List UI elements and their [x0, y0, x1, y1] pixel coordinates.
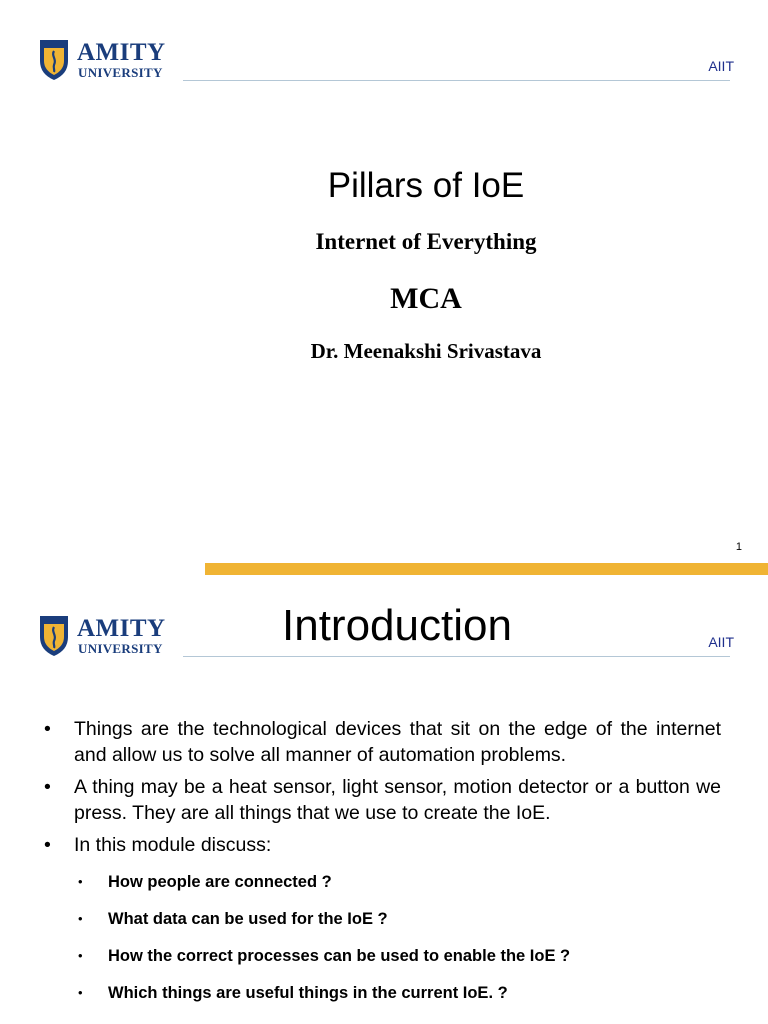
- logo-line1: AMITY: [77, 39, 166, 66]
- shield-icon: [37, 39, 71, 81]
- accent-bar: [205, 563, 768, 575]
- header-divider: [183, 80, 730, 81]
- slide-title: Introduction: [282, 601, 512, 650]
- list-item: • How the correct processes can be used to enable the IoE ?: [78, 947, 571, 965]
- slide-subtitle: Internet of Everything: [315, 229, 537, 254]
- logo-line1: AMITY: [77, 615, 166, 642]
- header-divider: [183, 656, 730, 657]
- list-item: • Things are the technological devices that sit on the edge of the internet and allow us to solve all manner of automation problems.: [44, 718, 721, 766]
- bullet-list: [44, 716, 721, 864]
- list-item: • Which things are useful things in the current IoE. ?: [78, 984, 508, 1002]
- amity-logo: [37, 615, 177, 659]
- institute-label: AIIT: [708, 634, 734, 650]
- course-name: MCA: [390, 282, 462, 315]
- list-item: • In this module discuss:: [44, 834, 272, 856]
- institute-label: AIIT: [708, 58, 734, 74]
- introduction-slide: [0, 588, 768, 1024]
- slide-title: Pillars of IoE: [327, 166, 525, 205]
- amity-logo: [37, 39, 177, 83]
- logo-line2: UNIVERSITY: [78, 641, 163, 656]
- list-item: • A thing may be a heat sensor, light sensor, motion detector or a button we press. They are all things that we use to create the IoE.: [44, 776, 721, 824]
- list-item: • What data can be used for the IoE ?: [78, 910, 388, 928]
- list-item: • How people are connected ?: [78, 873, 332, 891]
- page-number: 1: [735, 541, 742, 553]
- sub-bullet-list: [78, 872, 718, 1020]
- logo-line2: UNIVERSITY: [78, 65, 163, 80]
- author-name: Dr. Meenakshi Srivastava: [310, 339, 542, 363]
- shield-icon: [37, 615, 71, 657]
